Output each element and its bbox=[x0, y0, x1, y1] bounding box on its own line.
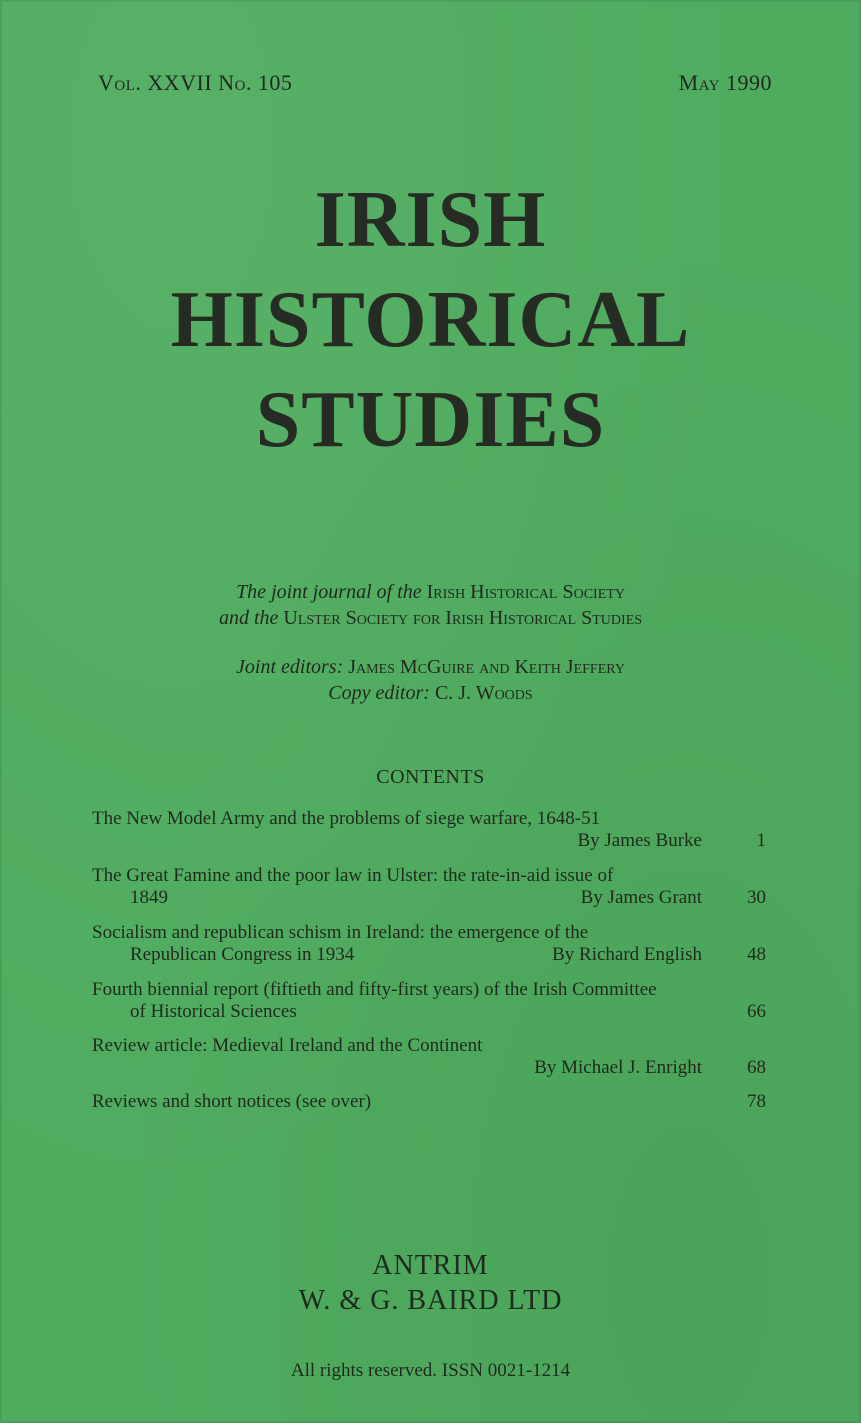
toc-entry bbox=[92, 1035, 766, 1079]
copy-editor-line bbox=[0, 680, 861, 706]
title-line-2: HISTORICAL bbox=[170, 276, 691, 364]
contents-heading: CONTENTS bbox=[376, 766, 485, 788]
copy-editor-name: C. J. Woods bbox=[434, 682, 533, 704]
society-name-2: Ulster Society for Irish Historical Studies bbox=[283, 607, 643, 629]
toc-entry bbox=[92, 808, 766, 852]
toc-entry-title-cont bbox=[92, 887, 766, 909]
title-line-1: IRISH bbox=[314, 176, 547, 264]
toc-entry-title: The New Model Army and the problems of siege warfare, 1648-51 bbox=[92, 808, 601, 829]
joint-editors-label: Joint editors: bbox=[236, 656, 344, 678]
title-line-3: STUDIES bbox=[255, 376, 606, 464]
rights-issn: All rights reserved. ISSN 0021-1214 bbox=[290, 1360, 571, 1381]
toc-entry-byline bbox=[92, 830, 766, 852]
toc-entry bbox=[92, 922, 766, 966]
toc-entry-title: Reviews and short notices (see over) bbox=[92, 1091, 372, 1112]
joint-journal-line-2 bbox=[0, 605, 861, 631]
toc-entry-page: 1 bbox=[756, 830, 766, 851]
toc-entry-title-row bbox=[92, 1091, 766, 1113]
toc-entry-author: By James Grant bbox=[580, 887, 702, 908]
toc-entry-byline bbox=[92, 1057, 766, 1079]
issue-date: May 1990 bbox=[678, 70, 772, 95]
toc-entry-title-cont bbox=[92, 1001, 766, 1023]
toc-entry bbox=[92, 979, 766, 1023]
toc-entry bbox=[92, 1091, 766, 1113]
table-of-contents bbox=[92, 808, 766, 1118]
copy-editor-label: Copy editor: bbox=[328, 682, 430, 704]
joint-editors-names: James McGuire and Keith Jeffery bbox=[348, 656, 625, 678]
toc-entry-title-cont-text: Republican Congress in 1934 bbox=[130, 944, 355, 965]
toc-entry-page: 78 bbox=[747, 1091, 766, 1112]
toc-entry-title-cont-text: of Historical Sciences bbox=[130, 1001, 297, 1022]
joint-journal-italic-1: The joint journal of the bbox=[236, 581, 422, 603]
toc-entry-title: Fourth biennial report (fiftieth and fifty-first years) of the Irish Committee bbox=[92, 979, 657, 1000]
publisher-place: ANTRIM bbox=[372, 1250, 489, 1281]
toc-entry-author: By Richard English bbox=[552, 944, 702, 965]
toc-entry-title: Socialism and republican schism in Ireland: the emergence of the bbox=[92, 922, 589, 943]
toc-entry-title: Review article: Medieval Ireland and the Continent bbox=[92, 1035, 483, 1056]
toc-entry-title: The Great Famine and the poor law in Ulster: the rate-in-aid issue of bbox=[92, 865, 614, 886]
toc-entry-author: By James Burke bbox=[577, 830, 702, 851]
joint-editors-line bbox=[0, 654, 861, 680]
publisher-name: W. & G. BAIRD LTD bbox=[298, 1285, 563, 1316]
toc-entry-title-cont bbox=[92, 944, 766, 966]
toc-entry-title-cont-text: 1849 bbox=[130, 887, 168, 908]
toc-entry-author: By Michael J. Enright bbox=[534, 1057, 702, 1078]
joint-journal-line-1 bbox=[0, 579, 861, 605]
toc-entry-page: 30 bbox=[747, 887, 766, 908]
toc-entry bbox=[92, 865, 766, 909]
toc-entry-page: 48 bbox=[747, 944, 766, 965]
joint-journal-italic-2: and the bbox=[218, 607, 279, 629]
society-name-1: Irish Historical Society bbox=[426, 581, 625, 603]
volume-number: Vol. XXVII No. 105 bbox=[98, 70, 293, 95]
toc-entry-page: 66 bbox=[747, 1001, 766, 1022]
toc-entry-page: 68 bbox=[747, 1057, 766, 1078]
